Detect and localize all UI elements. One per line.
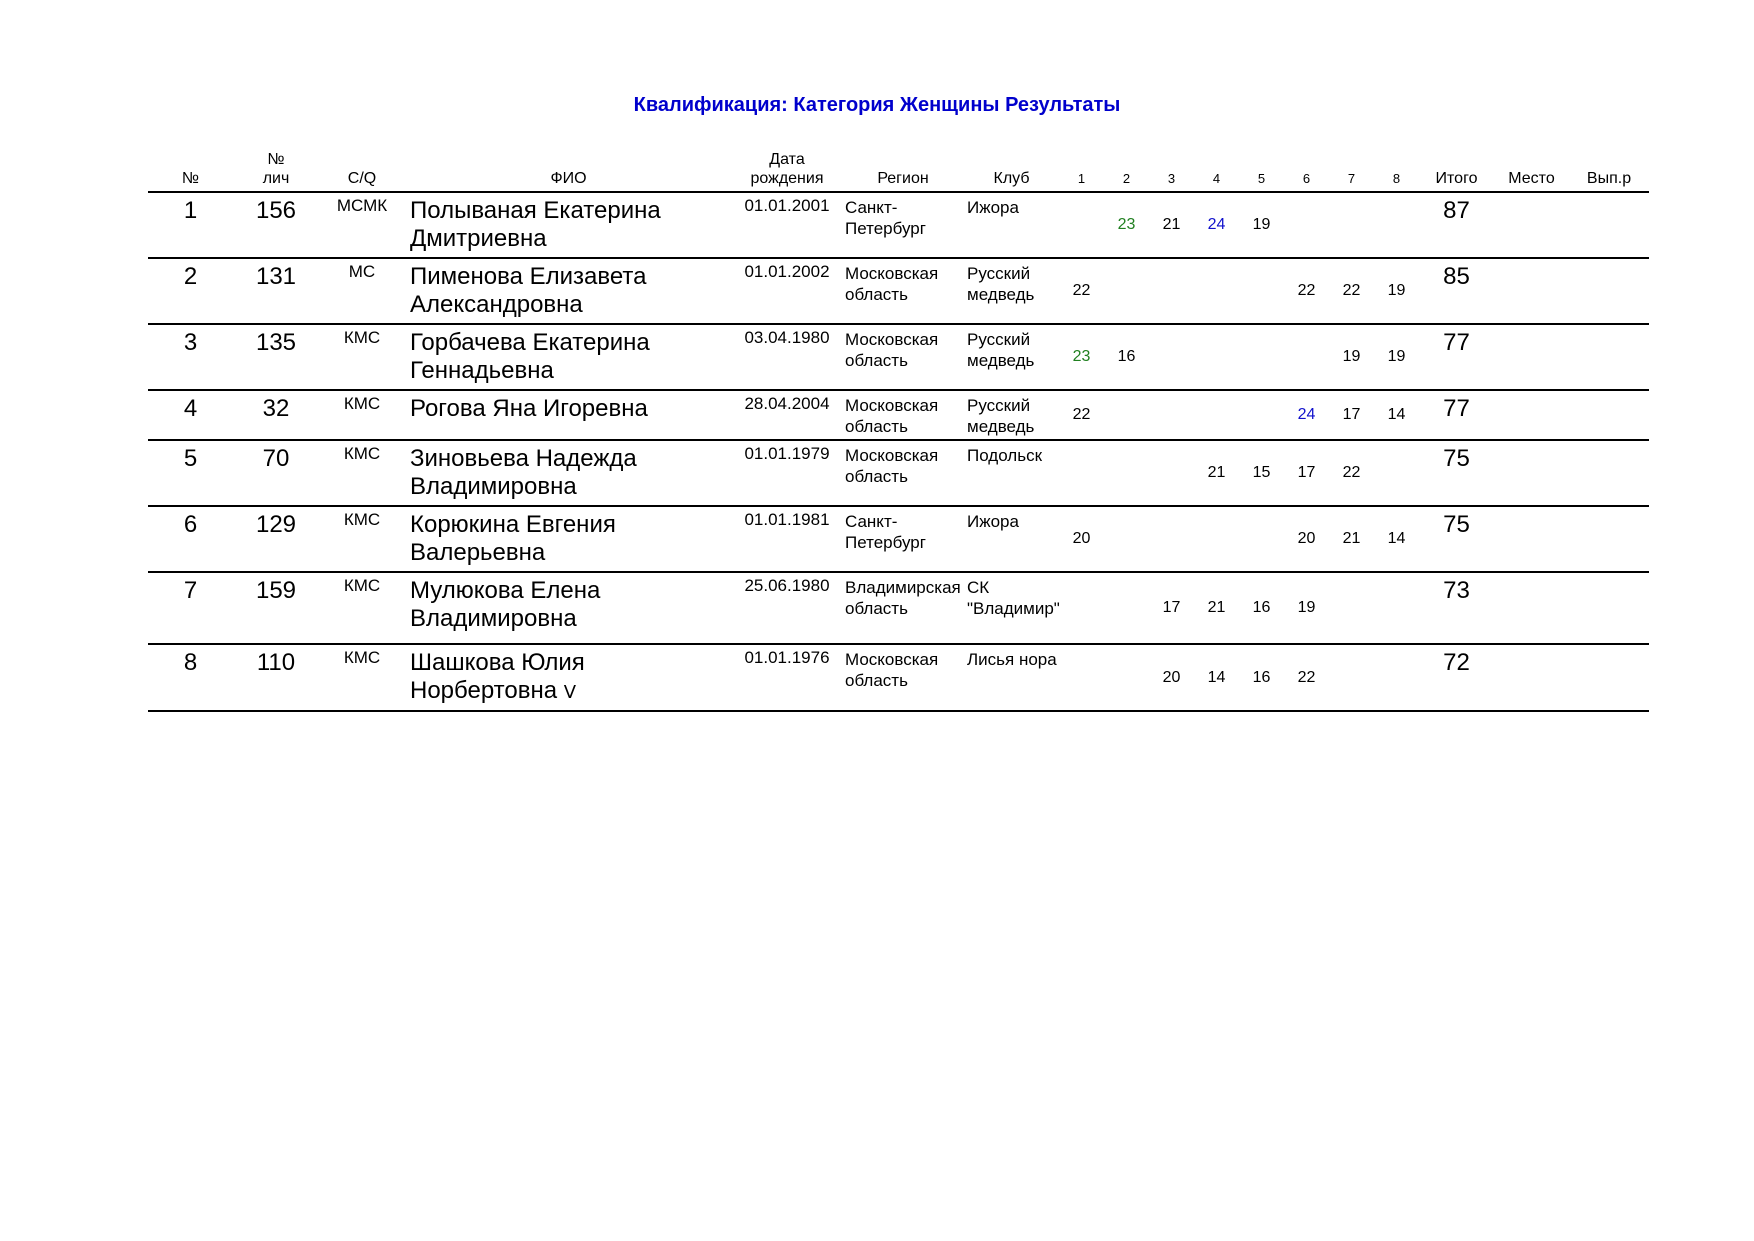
- header-route-7: 7: [1329, 150, 1374, 192]
- cell-done: [1569, 324, 1649, 390]
- cell-score-8: 19: [1374, 258, 1419, 324]
- cell-total: 77: [1419, 390, 1494, 440]
- cell-score-4: 24: [1194, 192, 1239, 258]
- cell-no: 5: [148, 440, 233, 506]
- cell-score-1: 22: [1059, 390, 1104, 440]
- cell-score-5: 16: [1239, 572, 1284, 644]
- cell-no: 7: [148, 572, 233, 644]
- cell-score-7: 22: [1329, 440, 1374, 506]
- cell-club: Русский медведь: [964, 324, 1059, 390]
- cell-region: Московская область: [842, 258, 964, 324]
- cell-cq: КМС: [319, 324, 405, 390]
- cell-score-2: [1104, 440, 1149, 506]
- cell-score-1: 20: [1059, 506, 1104, 572]
- results-table: [148, 150, 1649, 712]
- cell-score-6: 22: [1284, 644, 1329, 711]
- cell-score-3: [1149, 390, 1194, 440]
- cell-region: Московская область: [842, 390, 964, 440]
- cell-total: 75: [1419, 440, 1494, 506]
- cell-score-2: [1104, 390, 1149, 440]
- cell-score-3: [1149, 324, 1194, 390]
- cell-fio: Полываная Екатерина Дмитриевна: [405, 192, 732, 258]
- cell-total: 75: [1419, 506, 1494, 572]
- cell-score-6: 24: [1284, 390, 1329, 440]
- cell-cq: КМС: [319, 572, 405, 644]
- cell-no: 2: [148, 258, 233, 324]
- header-total: Итого: [1419, 150, 1494, 192]
- cell-fio: [405, 644, 732, 711]
- cell-fio-text: Шашкова Юлия Норбертовна: [410, 649, 585, 704]
- cell-place: [1494, 440, 1569, 506]
- header-dob-top: Дата: [769, 151, 805, 168]
- cell-score-6: [1284, 324, 1329, 390]
- header-route-5: 5: [1239, 150, 1284, 192]
- cell-score-5: 16: [1239, 644, 1284, 711]
- cell-done: [1569, 440, 1649, 506]
- cell-fio: Мулюкова Елена Владимировна: [405, 572, 732, 644]
- cell-score-5: 19: [1239, 192, 1284, 258]
- cell-club: СК "Владимир": [964, 572, 1059, 644]
- cell-score-5: [1239, 324, 1284, 390]
- cell-club: Русский медведь: [964, 390, 1059, 440]
- cell-score-2: 23: [1104, 192, 1149, 258]
- cell-score-5: [1239, 506, 1284, 572]
- cell-dob: 03.04.1980: [732, 324, 842, 390]
- cell-score-4: [1194, 324, 1239, 390]
- table-row: [148, 390, 1649, 440]
- table-header-row: [148, 150, 1649, 192]
- cell-score-8: [1374, 644, 1419, 711]
- cell-score-6: 20: [1284, 506, 1329, 572]
- cell-score-6: 17: [1284, 440, 1329, 506]
- cell-dob: 28.04.2004: [732, 390, 842, 440]
- header-dob: [732, 150, 842, 192]
- cell-club: Ижора: [964, 506, 1059, 572]
- cell-score-2: [1104, 572, 1149, 644]
- cell-place: [1494, 258, 1569, 324]
- cell-score-3: [1149, 440, 1194, 506]
- cell-score-1: 23: [1059, 324, 1104, 390]
- table-row: [148, 440, 1649, 506]
- cell-dob: 01.01.1979: [732, 440, 842, 506]
- cell-cq: МС: [319, 258, 405, 324]
- cell-total: 73: [1419, 572, 1494, 644]
- cell-club: Ижора: [964, 192, 1059, 258]
- header-region: Регион: [842, 150, 964, 192]
- cell-fio: Пименова Елизавета Александровна: [405, 258, 732, 324]
- cell-no: 8: [148, 644, 233, 711]
- cell-score-2: 16: [1104, 324, 1149, 390]
- cell-score-3: [1149, 506, 1194, 572]
- header-cq: C/Q: [319, 150, 405, 192]
- cell-region: Московская область: [842, 324, 964, 390]
- cell-place: [1494, 644, 1569, 711]
- cell-score-3: [1149, 258, 1194, 324]
- cell-place: [1494, 506, 1569, 572]
- cell-score-8: [1374, 192, 1419, 258]
- cell-no: 1: [148, 192, 233, 258]
- cell-score-4: 21: [1194, 572, 1239, 644]
- check-mark-icon: ᐯ: [563, 682, 577, 702]
- header-no: №: [148, 150, 233, 192]
- cell-dob: 25.06.1980: [732, 572, 842, 644]
- cell-score-4: [1194, 506, 1239, 572]
- header-route-3: 3: [1149, 150, 1194, 192]
- cell-region: Санкт-Петербург: [842, 192, 964, 258]
- cell-score-1: 22: [1059, 258, 1104, 324]
- cell-done: [1569, 258, 1649, 324]
- cell-dob: 01.01.1981: [732, 506, 842, 572]
- cell-no: 3: [148, 324, 233, 390]
- cell-no: 4: [148, 390, 233, 440]
- cell-score-8: 19: [1374, 324, 1419, 390]
- cell-place: [1494, 192, 1569, 258]
- cell-dob: 01.01.2001: [732, 192, 842, 258]
- header-route-6: 6: [1284, 150, 1329, 192]
- cell-club: Подольск: [964, 440, 1059, 506]
- cell-lic: 32: [233, 390, 319, 440]
- cell-score-6: 19: [1284, 572, 1329, 644]
- table-row: [148, 572, 1649, 644]
- cell-score-5: 15: [1239, 440, 1284, 506]
- cell-cq: КМС: [319, 390, 405, 440]
- cell-score-3: 21: [1149, 192, 1194, 258]
- table-row: [148, 324, 1649, 390]
- table-row: [148, 644, 1649, 711]
- cell-fio: Корюкина Евгения Валерьевна: [405, 506, 732, 572]
- cell-score-6: [1284, 192, 1329, 258]
- cell-total: 87: [1419, 192, 1494, 258]
- cell-score-5: [1239, 258, 1284, 324]
- cell-lic: 131: [233, 258, 319, 324]
- cell-done: [1569, 390, 1649, 440]
- cell-score-4: 21: [1194, 440, 1239, 506]
- cell-done: [1569, 506, 1649, 572]
- cell-score-7: 19: [1329, 324, 1374, 390]
- cell-region: Московская область: [842, 440, 964, 506]
- cell-total: 85: [1419, 258, 1494, 324]
- cell-cq: КМС: [319, 506, 405, 572]
- header-dob-bottom: рождения: [750, 170, 824, 187]
- cell-score-6: 22: [1284, 258, 1329, 324]
- header-route-4: 4: [1194, 150, 1239, 192]
- cell-score-3: 17: [1149, 572, 1194, 644]
- cell-lic: 135: [233, 324, 319, 390]
- table-row: [148, 192, 1649, 258]
- cell-place: [1494, 390, 1569, 440]
- header-place: Место: [1494, 150, 1569, 192]
- cell-club: Русский медведь: [964, 258, 1059, 324]
- header-route-2: 2: [1104, 150, 1149, 192]
- cell-score-7: [1329, 572, 1374, 644]
- cell-done: [1569, 572, 1649, 644]
- table-row: [148, 506, 1649, 572]
- cell-dob: 01.01.1976: [732, 644, 842, 711]
- cell-region: Московская область: [842, 644, 964, 711]
- cell-score-8: [1374, 440, 1419, 506]
- cell-lic: 159: [233, 572, 319, 644]
- cell-score-8: 14: [1374, 506, 1419, 572]
- cell-score-7: [1329, 192, 1374, 258]
- cell-score-2: [1104, 506, 1149, 572]
- cell-cq: КМС: [319, 644, 405, 711]
- cell-score-4: 14: [1194, 644, 1239, 711]
- header-done: Вып.р: [1569, 150, 1649, 192]
- header-lic: [233, 150, 319, 192]
- cell-no: 6: [148, 506, 233, 572]
- cell-score-2: [1104, 258, 1149, 324]
- header-route-1: 1: [1059, 150, 1104, 192]
- cell-score-7: 22: [1329, 258, 1374, 324]
- cell-region: Санкт-Петербург: [842, 506, 964, 572]
- cell-done: [1569, 644, 1649, 711]
- cell-total: 77: [1419, 324, 1494, 390]
- cell-score-7: [1329, 644, 1374, 711]
- cell-score-7: 21: [1329, 506, 1374, 572]
- cell-place: [1494, 572, 1569, 644]
- cell-lic: 70: [233, 440, 319, 506]
- cell-score-4: [1194, 390, 1239, 440]
- cell-fio: Горбачева Екатерина Геннадьевна: [405, 324, 732, 390]
- cell-lic: 129: [233, 506, 319, 572]
- cell-cq: МСМК: [319, 192, 405, 258]
- cell-cq: КМС: [319, 440, 405, 506]
- cell-dob: 01.01.2002: [732, 258, 842, 324]
- cell-score-7: 17: [1329, 390, 1374, 440]
- cell-region: Владимирская область: [842, 572, 964, 644]
- cell-lic: 110: [233, 644, 319, 711]
- cell-fio: Зиновьева Надежда Владимировна: [405, 440, 732, 506]
- header-lic-bottom: лич: [262, 170, 290, 187]
- cell-score-8: 14: [1374, 390, 1419, 440]
- header-lic-top: №: [267, 151, 285, 168]
- cell-fio: Рогова Яна Игоревна: [405, 390, 732, 440]
- cell-score-1: [1059, 440, 1104, 506]
- header-route-8: 8: [1374, 150, 1419, 192]
- cell-score-2: [1104, 644, 1149, 711]
- cell-done: [1569, 192, 1649, 258]
- cell-score-1: [1059, 644, 1104, 711]
- cell-score-5: [1239, 390, 1284, 440]
- cell-lic: 156: [233, 192, 319, 258]
- header-fio: ФИО: [405, 150, 732, 192]
- cell-total: 72: [1419, 644, 1494, 711]
- cell-club: Лисья нора: [964, 644, 1059, 711]
- header-club: Клуб: [964, 150, 1059, 192]
- table-row: [148, 258, 1649, 324]
- cell-score-1: [1059, 192, 1104, 258]
- page-title: Квалификация: Категория Женщины Результаты: [633, 94, 1121, 116]
- cell-score-1: [1059, 572, 1104, 644]
- cell-score-8: [1374, 572, 1419, 644]
- cell-place: [1494, 324, 1569, 390]
- cell-score-4: [1194, 258, 1239, 324]
- cell-score-3: 20: [1149, 644, 1194, 711]
